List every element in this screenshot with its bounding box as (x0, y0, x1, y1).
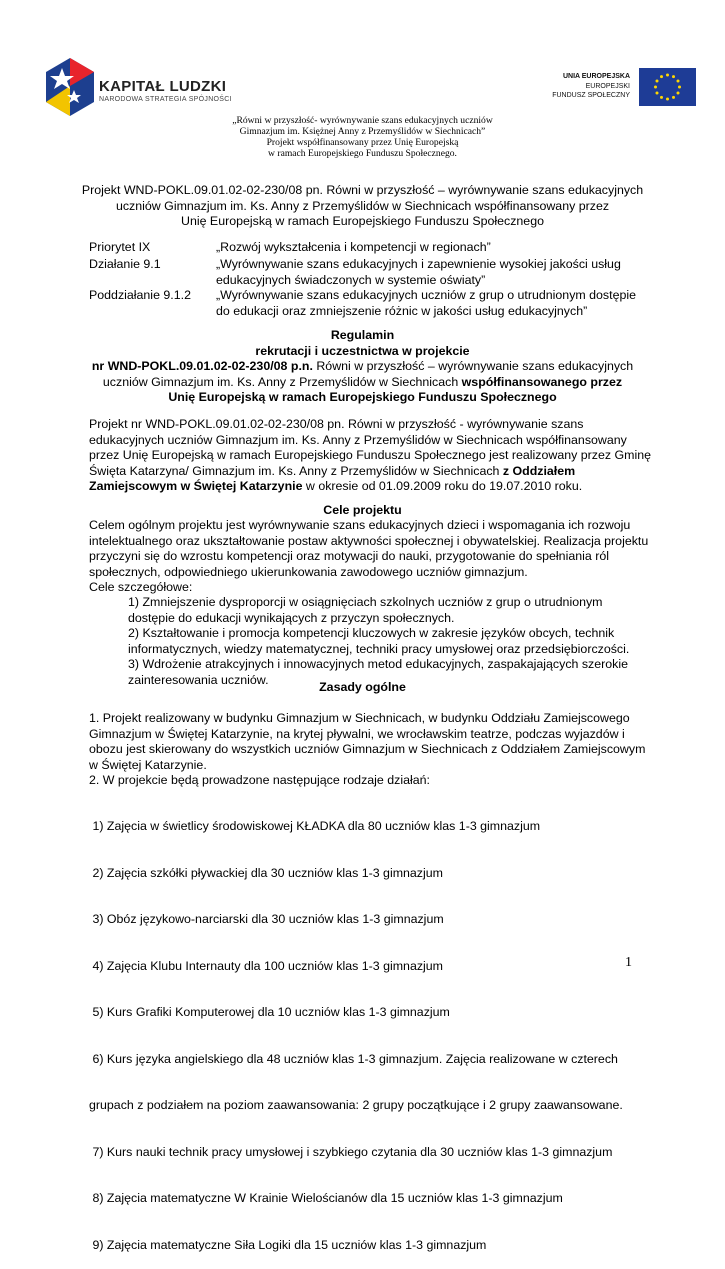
activity-item: 1) Zajęcia w świetlicy środowiskowej KŁADKA dla 80 uczniów klas 1-3 gimnazjum (89, 819, 541, 833)
regulamin-line: Unię Europejską w ramach Europejskiego Funduszu Społecznego (168, 390, 557, 404)
paragraph-line: Projekt nr WND-POKL.09.01.02-02-230/08 pn. Równi w przyszłość - wyrównywanie szans (89, 417, 584, 431)
intro-block (40, 183, 685, 230)
activity-item: 6) Kurs języka angielskiego dla 48 uczniów klas 1-3 gimnazjum. Zajęcia realizowane w czterech (89, 1051, 618, 1066)
zasady-heading: Zasady ogólne (319, 680, 406, 694)
priority-value (216, 288, 725, 319)
activity-item: 5) Kurs Grafiki Komputerowej dla 10 uczniów klas 1-3 gimnazjum (89, 1005, 450, 1019)
cele-detailed-list (128, 595, 693, 688)
regulamin-text: Równi w przyszłość – wyrównywanie szans edukacyjnych (312, 359, 634, 373)
priority-value (216, 257, 725, 288)
activity-item: 2) Zajęcia szkółki pływackiej dla 30 uczniów klas 1-3 gimnazjum (89, 865, 443, 880)
activity-item: 3) Obóz językowo-narciarski dla 30 uczniów klas 1-3 gimnazjum (89, 912, 444, 926)
priority-line: „Wyrównywanie szans edukacyjnych i zapewnienie wysokiej jakości usług (216, 257, 621, 271)
kapital-ludzki-title: KAPITAŁ LUDZKI (99, 78, 227, 95)
paragraph-text: Święta Katarzyna/ Gimnazjum im. Ks. Anny z Przemyślidów w Siechnicach (89, 463, 503, 478)
eu-flag-icon (639, 68, 696, 106)
cele-line: Celem ogólnym projektu jest wyrównywanie szans edukacyjnych dzieci i wspomagania ich rozwoju (89, 518, 631, 532)
caption-line: w ramach Europejskiego Funduszu Społecznego. (268, 148, 457, 159)
eu-logo-line1: UNIA EUROPEJSKA (562, 73, 630, 80)
cele-detailed-label: Cele szczegółowe: (89, 580, 193, 594)
kapital-ludzki-emblem (44, 56, 96, 118)
paragraph-line: przez Unię Europejską w ramach Europejskiego Funduszu Społecznego jest realizowany przez Gminę (89, 448, 651, 462)
eu-logo-line3: FUNDUSZ SPOŁECZNY (552, 92, 630, 99)
activity-item: 4) Zajęcia Klubu Internauty dla 100 uczniów klas 1-3 gimnazjum (89, 958, 444, 973)
priority-label: Poddziałanie 9.1.2 (89, 288, 191, 302)
zasady-activities-list (89, 788, 689, 1269)
caption-line: Projekt współfinansowany przez Unię Europejską (266, 137, 459, 148)
cele-item: dostępie do edukacji wynikających z przyczyn społecznych. (128, 610, 455, 625)
kapital-ludzki-subtitle: NARODOWA STRATEGIA SPÓJNOŚCI (99, 96, 232, 103)
regulamin-line (40, 359, 685, 375)
priority-label: Priorytet IX (89, 240, 151, 254)
priority-line: „Rozwój wykształcenia i kompetencji w regionach” (216, 240, 491, 254)
regulamin-text: uczniów Gimnazjum im. Ks. Anny z Przemyślidów w Siechnicach (102, 374, 462, 389)
header-caption (0, 115, 725, 159)
intro-line: uczniów Gimnazjum im. Ks. Anny z Przemyślidów w Siechnicach współfinansowany przez (115, 198, 610, 213)
cele-paragraph (89, 518, 689, 596)
cele-line: przyczyni się do wzrostu kompetencji oraz motywacji do nauki, przygotowanie do spełniania ról (89, 549, 609, 563)
cele-heading: Cele projektu (323, 503, 402, 517)
zasady-line: 2. W projekcie będą prowadzone następujące rodzaje działań: (89, 773, 430, 787)
paragraph-line: edukacyjnych uczniów Gimnazjum im. Ks. Anny z Przemyślidów w Siechnicach współfinansowany (89, 432, 627, 447)
priority-label: Działanie 9.1 (89, 257, 161, 271)
activity-item: 9) Zajęcia matematyczne Siła Logiki dla 15 uczniów klas 1-3 gimnazjum (89, 1237, 487, 1252)
paragraph-line (89, 464, 689, 480)
regulamin-number: nr WND-POKL.09.01.02-02-230/08 p.n. (91, 359, 313, 373)
activity-item: 7) Kurs nauki technik pracy umysłowej i szybkiego czytania dla 30 uczniów klas 1-3 gimnazjum (89, 1144, 613, 1159)
zasady-p1 (89, 711, 689, 789)
cele-item: informatycznych, wiedzy matematycznej, techniki pracy umysłowej oraz przedsiębiorczości. (128, 641, 630, 656)
eu-logo-line2: EUROPEJSKI (585, 83, 630, 90)
cele-item: zainteresowania uczniów. (128, 672, 269, 687)
page-number: 1 (625, 955, 632, 970)
cele-item: 3) Wdrożenie atrakcyjnych i innowacyjnych metod edukacyjnych, zaspakajających szerokie (128, 657, 628, 671)
caption-line: Gimnazjum im. Księżnej Anny z Przemyślidów w Siechnicach” (239, 126, 486, 137)
zasady-line: w Świętej Katarzynie. (89, 757, 207, 772)
priority-line: do edukacji oraz zmniejszenie różnic w jakości usług edukacyjnych” (216, 303, 588, 318)
cele-item: 2) Kształtowanie i promocja kompetencji kluczowych w zakresie języków obcych, technik (128, 626, 615, 640)
intro-line: Projekt WND-POKL.09.01.02-02-230/08 pn. Równi w przyszłość – wyrównywanie szans edukacyjnych (81, 183, 644, 197)
regulamin-block (40, 328, 685, 406)
paragraph-text-bold: Zamiejscowym w Świętej Katarzynie (89, 479, 303, 493)
activity-item: grupach z podziałem na poziom zaawansowania: 2 grupy początkujące i 2 grupy zaawansowane. (89, 1098, 623, 1112)
caption-line: „Równi w przyszłość- wyrównywanie szans edukacyjnych uczniów (232, 115, 493, 126)
intro-line: Unię Europejską w ramach Europejskiego Funduszu Społecznego (181, 214, 544, 228)
cele-line: intelektualnego oraz ukształtowanie postaw aktywności społecznej i obywatelskiej. Realizacja projektu (89, 533, 649, 548)
paragraph-line (89, 479, 689, 495)
priority-line: edukacyjnych świadczonych w systemie oświaty” (216, 272, 486, 287)
activity-item: 8) Zajęcia matematyczne W Krainie Wielościanów dla 15 uczniów klas 1-3 gimnazjum (89, 1191, 563, 1205)
zasady-line: obozu jest skierowany do wszystkich uczniów Gimnazjum w Siechnicach z Oddziałem Zamiejscowym (89, 742, 646, 756)
paragraph-text-bold: z Oddziałem (502, 463, 576, 478)
priority-line: „Wyrównywanie szans edukacyjnych uczniów z grup o utrudnionym dostępie (216, 288, 636, 302)
zasady-line: 1. Projekt realizowany w budynku Gimnazjum w Siechnicach, w budynku Oddziału Zamiejscowego (89, 711, 630, 725)
paragraph-text: w okresie od 01.09.2009 roku do 19.07.2010 roku. (302, 479, 583, 493)
cele-line: społecznych, odpowiedniego ukierunkowania zawodowego uczniów gimnazjum. (89, 564, 528, 579)
project-paragraph (89, 417, 689, 495)
regulamin-line (40, 375, 685, 391)
priority-value (216, 240, 725, 256)
regulamin-title: Regulamin (330, 328, 395, 342)
zasady-line: Gimnazjum w Świętej Katarzynie, na krytej pływalni, we wrocławskim teatrze, podczas wyjazdów i (89, 726, 625, 741)
cele-item: 1) Zmniejszenie dysproporcji w osiągnięciach szkolnych uczniów z grup o utrudnionym (128, 595, 603, 609)
regulamin-text-bold: współfinansowanego przez (461, 374, 623, 389)
regulamin-subtitle: rekrutacji i uczestnictwa w projekcie (255, 343, 470, 358)
